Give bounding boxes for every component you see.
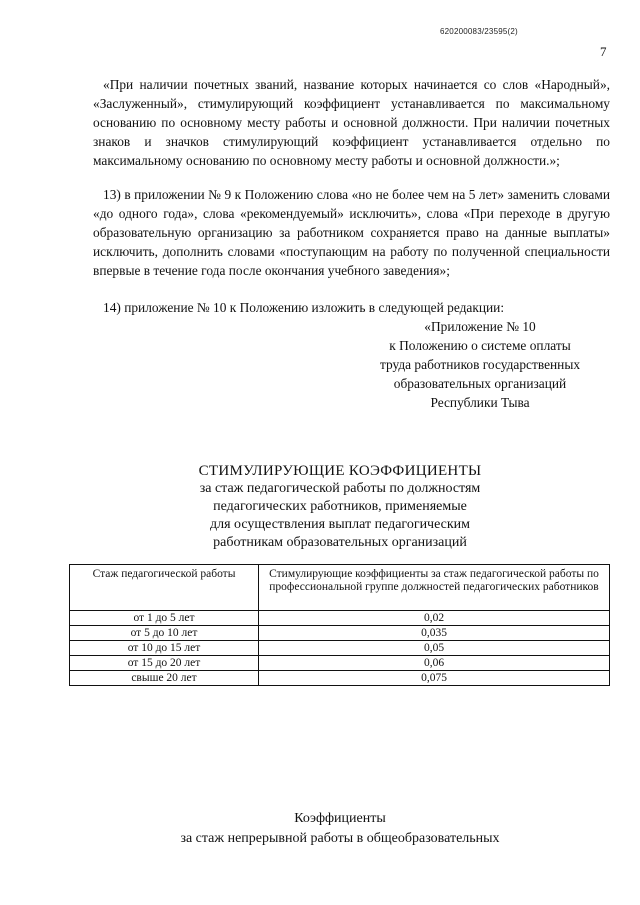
annex-line-5: Республики Тыва bbox=[430, 395, 530, 410]
table-row bbox=[70, 641, 610, 656]
table-row bbox=[70, 611, 610, 626]
coefficient-cell: 0,035 bbox=[259, 626, 610, 641]
coefficient-cell: 0,02 bbox=[259, 611, 610, 626]
table-row bbox=[70, 626, 610, 641]
experience-cell: от 10 до 15 лет bbox=[70, 641, 259, 656]
heading-line-1: за стаж педагогической работы по должностям bbox=[199, 481, 481, 496]
annex-line-3: труда работников государственных bbox=[379, 357, 581, 372]
paragraph-honorary-titles: «При наличии почетных званий, название которых начинается со слов «Народный», «Заслуженный», стимулирующий коэффициент устанавливается по максимальному основанию по основному месту работы и основной должности. При наличии почетных знаков и значков стимулирующий коэффициент устанавливается отдельно по максимальному основанию по основному месту работы и основной должности.»; bbox=[93, 77, 610, 168]
document-id: 620200083/23595(2) bbox=[440, 27, 518, 36]
table-header-row bbox=[70, 565, 610, 611]
coefficient-cell: 0,075 bbox=[259, 671, 610, 686]
column-header-coefficient: Стимулирующие коэффициенты за стаж педагогической работы по профессиональной группе должностей педагогических работников bbox=[259, 565, 610, 611]
heading-line-2: педагогических работников, применяемые bbox=[213, 499, 467, 514]
table-row bbox=[70, 656, 610, 671]
annex-line-1: «Приложение № 10 bbox=[424, 319, 536, 334]
paragraph-item-13: 13) в приложении № 9 к Положению слова «но не более чем на 5 лет» заменить словами «до одного года», слова «рекомендуемый» исключить», слова «При переходе в другую образовательную организацию за работником сохраняется право на данные выплаты» исключить, дополнить словами «поступающим на работу по полученной специальности впервые в течение года после окончания учебного заведения»; bbox=[93, 187, 610, 278]
experience-cell: от 15 до 20 лет bbox=[70, 656, 259, 671]
experience-cell: свыше 20 лет bbox=[70, 671, 259, 686]
next-section-subtitle: за стаж непрерывной работы в общеобразовательных bbox=[180, 831, 500, 846]
heading-line-4: работникам образовательных организаций bbox=[213, 535, 467, 550]
experience-cell: от 1 до 5 лет bbox=[70, 611, 259, 626]
next-section-title: Коэффициенты bbox=[294, 811, 386, 826]
coefficient-cell: 0,05 bbox=[259, 641, 610, 656]
experience-cell: от 5 до 10 лет bbox=[70, 626, 259, 641]
next-section-heading bbox=[120, 809, 560, 849]
paragraph-item-14: 14) приложение № 10 к Положению изложить в следующей редакции: bbox=[103, 300, 505, 315]
heading-line-3: для осуществления выплат педагогическим bbox=[209, 517, 471, 532]
table-row bbox=[70, 671, 610, 686]
annex-line-2: к Положению о системе оплаты bbox=[389, 338, 571, 353]
coefficients-table bbox=[69, 564, 610, 686]
annex-line-4: образовательных организаций bbox=[393, 376, 567, 391]
column-header-experience: Стаж педагогической работы bbox=[70, 565, 259, 611]
coefficient-cell: 0,06 bbox=[259, 656, 610, 671]
page-number: 7 bbox=[600, 44, 607, 59]
section-heading bbox=[120, 462, 560, 552]
heading-title: СТИМУЛИРУЮЩИЕ КОЭФФИЦИЕНТЫ bbox=[198, 463, 482, 479]
annex-reference bbox=[350, 317, 610, 412]
